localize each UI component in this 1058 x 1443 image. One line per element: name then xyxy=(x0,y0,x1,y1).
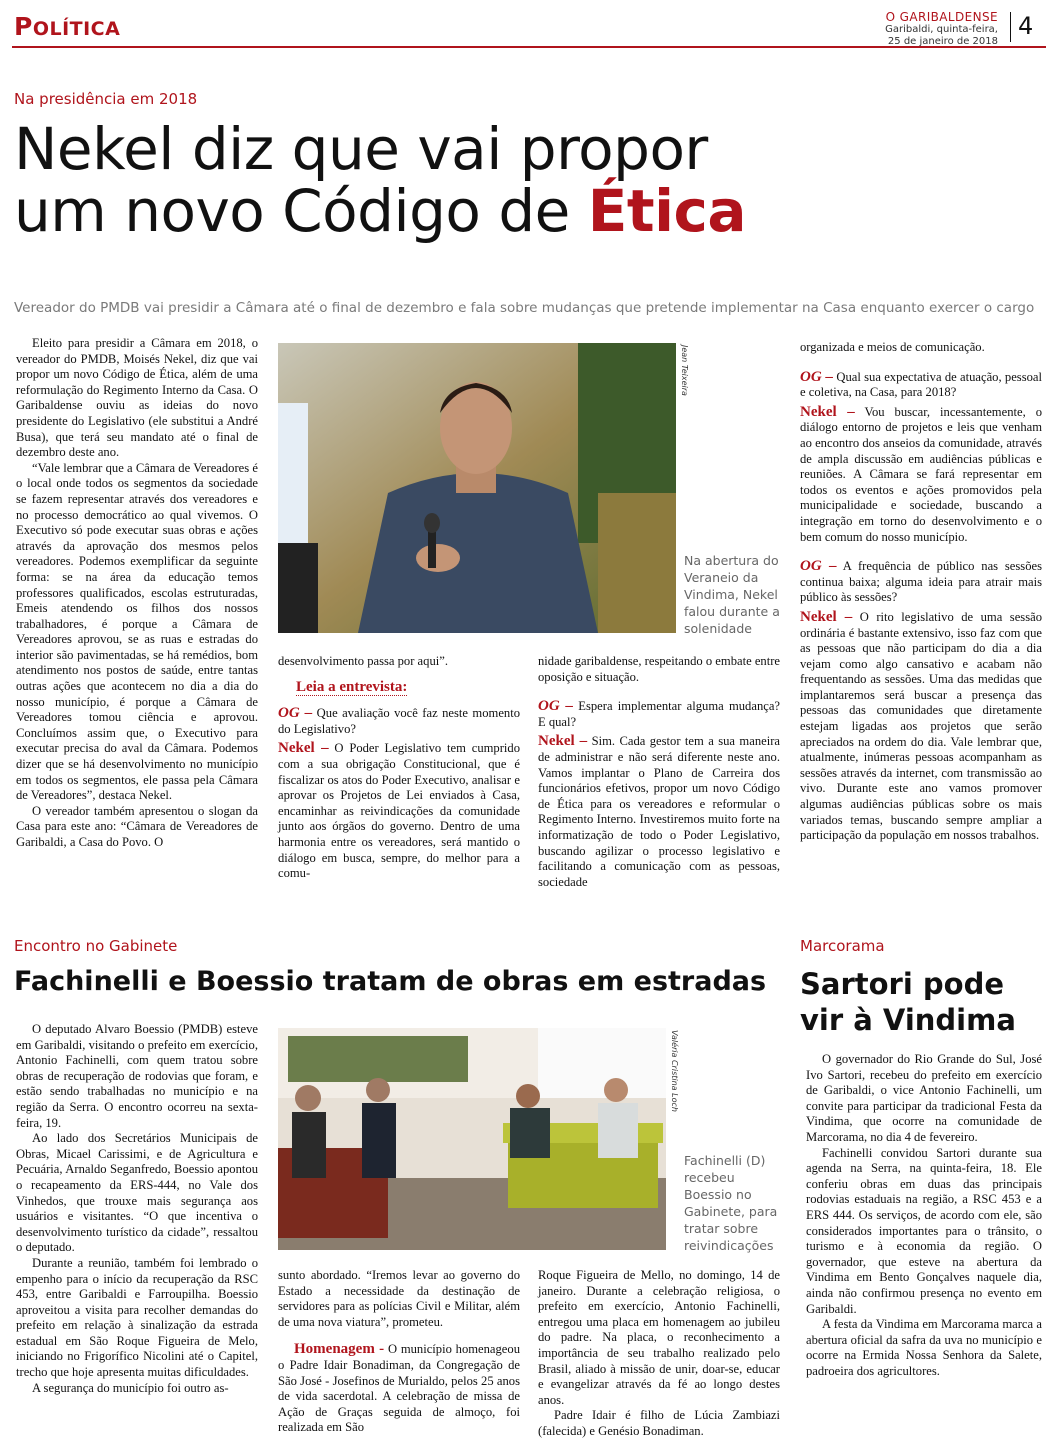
lead-photo-caption: Na abertura do Veraneio da Vindima, Nekel falou durante a solenidade xyxy=(684,553,780,636)
lead-kicker: Na presidência em 2018 xyxy=(14,90,198,108)
story3-kicker: Marcorama xyxy=(800,937,885,955)
story2-column-2: sunto abordado. “Iremos levar ao governo do Estado a necessidade da destinação de servidores para as polícias Civil e Militar, além de uma nova viatura”, prometeu. Homenagem - O município homenageou o Padre Idair Bonadiman, da Congregação de São José - Josefinos de Murialdo, pelos 25 anos de vida sacerdotal. A celebração de missa de Ação de Graças seguida de almoço, foi realizada em São xyxy=(278,1268,520,1435)
meeting-photo-icon xyxy=(278,1028,666,1250)
lead-headline: Nekel diz que vai propor um novo Código de Ética xyxy=(14,115,747,245)
lead-column-3: nidade garibaldense, respeitando o embate entre oposição e situação. OG – Espera implementar alguma mudança? E qual? Nekel – Sim. Cada gestor tem a sua maneira de administrar e não será diferente neste ano. Vamos implantar o Plano de Carreira dos funcionários efetivos, propor um novo Código de Ética para os vereadores e reformular o Regimento Interno. Investiremos muito forte na informatização de todo o Poder Legislativo, buscando agilizar o processo legislativo e facilitando a comunicação com as pessoas, sociedade xyxy=(538,654,781,889)
lead-column-4: organizada e meios de comunicação. OG – Qual sua expectativa de atuação, pessoal e coletiva, na Casa, para 2018? Nekel – Vou buscar, incessantemente, o diálogo entorno de projetos e leis que venham ao encontro dos anseios da comunidade, através de ampla discussão em audiências públicas e reuniões. A Câmara se fará representar em todos os eventos e ações promovidos pela municipalidade e sociedade, buscando a integração em torno do desenvolvimento e o bem comum do nosso município. OG – A frequência de público nas sessões continua baixa; alguma ideia para atrair mais público às sessões? Nekel – O rito legislativo de uma sessão ordinária é bastante extensivo, isso faz com que as pessoas que não participam do dia a dia vejam como algo cansativo e acabam não frequentando as sessões. Uma das medidas que implantaremos será buscar a presença das pessoas das comunidades que diretamente estejam ligadas aos projetos que serão apreciados na ordem do dia. Vale lembrar que, atualmente, inúmeras pessoas acompanham as sessões através da internet, com transmissão ao vivo. Durante este ano vamos promover algumas audiências públicas sobre os mais variados temas, buscando sempre ampliar a participação da população em nossos trabalhos. xyxy=(800,340,1042,843)
homenagem-label: Homenagem - xyxy=(294,1341,385,1358)
masthead xyxy=(885,10,998,48)
lead-column-2: desenvolvimento passa por aqui”. Leia a entrevista: OG – Que avaliação você faz neste momento do Legislativo? Nekel – O Poder Legislativo tem cumprido com a sua obrigação Constitucional, que é fiscalizar os atos do Poder Executivo, analisar e aprovar os Projetos de Lei enviados à Casa, encaminhar as reivindicações da comunidade junto aos órgãos do governo. Dentro de uma harmonia entre os vereadores, será mantido o diálogo em busca, sempre, do melhor para a comu- xyxy=(278,654,521,881)
story2-photo xyxy=(278,1028,666,1250)
edition-place: Garibaldi, quinta-feira, xyxy=(885,24,998,35)
page-number: 4 xyxy=(1018,12,1034,40)
lead-deck: Vereador do PMDB vai presidir a Câmara até o final de dezembro e fala sobre mudanças que pretende implementar na Casa enquanto exercer o cargo xyxy=(14,300,1035,316)
lead-photo xyxy=(278,343,676,633)
section-title: POLÍTICA xyxy=(14,12,121,41)
edition-date: 25 de janeiro de 2018 xyxy=(887,36,998,47)
lead-column-1: Eleito para presidir a Câmara em 2018, o vereador do PMDB, Moisés Nekel, diz que vai propor um novo Código de Ética, além de uma reformulação do Regimento Interno da Casa. O Garibaldense ouviu as ideias do novo presidente do Legislativo (ele substitui a André Busa), que terá seu mandato até o final de dezembro deste ano. “Vale lembrar que a Câmara de Vereadores é o local onde todos os segmentos da sociedade se fazem representar através dos vereadores e no processo democrático ao qual vivemos. O Executivo só pode executar suas obras e ações através da aprovação dos mesmos pelos vereadores. Podemos exemplificar da seguinte forma: se na área da educação temos professores qualificados, escolas estruturadas, Emeis atendendo os filhos dos nossos trabalhadores, é porque a Câmara de Vereadores aprovou, se as ruas e estradas do interior são pavimentadas, se há remédios, bom atendimento nos postos de saúde, entre tantas outras ações que acontecem no dia a dia do nosso município, é porque a Câmara de Vereadores tomou ciência e aprovou. Concluímos assim que, o Executivo para executar precisa do aval da Câmara. Podemos dizer que se há desenvolvimento no município em todos os segmentos, ele passa pela Câmara de Vereadores”, destaca Nekel. O vereador também apresentou o slogan da Casa para este ano: “Câmara de Vereadores de Garibaldi, a Casa do Povo. O xyxy=(16,336,258,849)
paper-name: O GARIBALDENSE xyxy=(885,10,998,24)
story3-headline: Sartori pode vir à Vindima xyxy=(800,967,1016,1037)
story2-column-3: Roque Figueira de Mello, no domingo, 14 de janeiro. Durante a celebração religiosa, o prefeito em exercício, Antonio Fachinelli, entregou uma placa em homenagem ao jubileu do padre. Na placa, o reconhecimento a importância de seu trabalho realizado pelo Brasil, aliado à missão de unir, doar-se, educar e evangelizar através da fé ao longo destes anos. Padre Idair é filho de Lúcia Zambiazi (falecida) e Genésio Bonadiman. xyxy=(538,1268,780,1438)
story2-kicker: Encontro no Gabinete xyxy=(14,937,178,955)
interview-heading: Leia a entrevista: xyxy=(296,678,408,695)
header-divider xyxy=(1010,12,1011,42)
story2-column-1: O deputado Alvaro Boessio (PMDB) esteve em Garibaldi, visitando o prefeito em exercício, Antonio Fachinelli, com quem tratou sobre obras de recuperação de rodovias que foram, e estão sendo trabalhadas no município e na região da Serra. O encontro ocorreu na sexta-feira, 19. Ao lado dos Secretários Municipais de Obras, Micael Carissimi, e de Agricultura e Pecuária, Arnaldo Seganfredo, Boessio apontou o recapeamento da ERS-444, no Vale dos Vinhedos, que trouxe mais segurança aos usuários e visitantes. “O que incentiva o desenvolvimento turístico da cidade”, ressaltou o deputado. Durante a reunião, também foi lembrado o empenho para o início da recuperação da RSC 453, entre Garibaldi e Farroupilha. Boessio aproveitou a visita para recolher demandas do prefeito em relação à sinalização da estrada estadual em São Roque Figueira de Melo, iniciando no Frigorífico Nicolini até o Capitel, trecho que hoje apresenta muitas dificuldades. A segurança do município foi outro as- xyxy=(16,1022,258,1395)
story3-column: O governador do Rio Grande do Sul, José Ivo Sartori, recebeu do prefeito em exercício de Garibaldi, o vice Antonio Fachinelli, um convite para participar da tradicional Festa da Vindima, que ocorre na comunidade de Marcorama, no dia 4 de fevereiro. Fachinelli convidou Sartori durante sua agenda na Serra, na quinta-feira, 18. Ele conferiu obras em duas das principais rodovias estaduais na região, a RSC 453 e a ERS 444. Os serviços, de acordo com ele, são considerados importantes para o trânsito, o turismo e à economia da região. O governador, que esteve na abertura da Vindima em Bento Gonçalves naquele dia, ainda não confirmou presença no evento em Garibaldi. A festa da Vindima em Marcorama marca a abertura oficial da safra da uva no município e ocorre na Ermida Nossa Senhora da Salete, padroeira dos agricultores. xyxy=(806,1052,1042,1378)
story2-photo-caption: Fachinelli (D) recebeu Boessio no Gabinete, para tratar sobre reivindicações xyxy=(684,1153,778,1253)
speaker-photo-icon xyxy=(278,343,676,633)
story2-headline: Fachinelli e Boessio tratam de obras em estradas xyxy=(14,966,767,997)
story2-photo-credit: Valéria Cristina Loch xyxy=(670,1030,679,1112)
lead-photo-credit: Jean Teixeira xyxy=(680,345,689,396)
headline-accent: Ética xyxy=(587,177,747,245)
